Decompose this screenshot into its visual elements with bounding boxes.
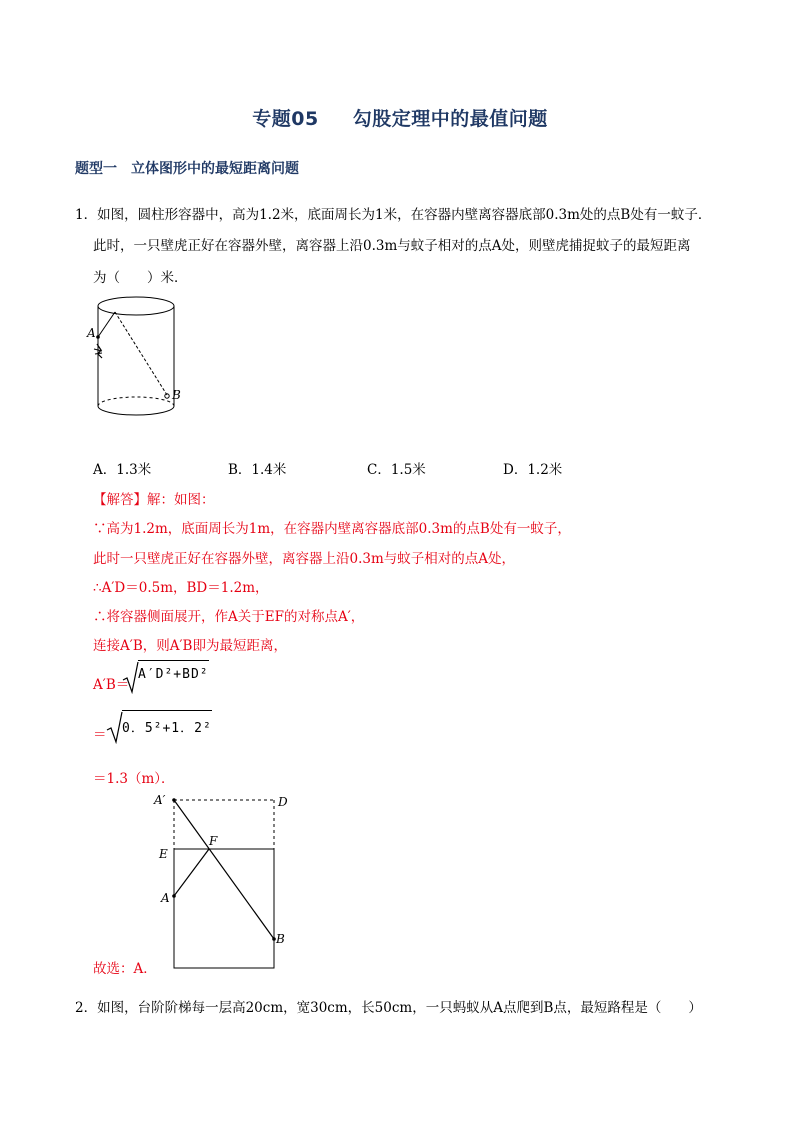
- cyl-label-a: A: [87, 326, 96, 340]
- answer-line6: 连接A′B，则A′B即为最短距离，: [93, 638, 287, 654]
- section-label: 题型一: [75, 161, 117, 177]
- option-d: D．1.2米: [503, 462, 563, 478]
- answer-line1: 【解答】解：如图：: [93, 492, 215, 508]
- q1-line3: 为（ ）米．: [93, 270, 188, 286]
- option-a: A．1.3米: [93, 462, 152, 478]
- q2-line1: 2．如图，台阶阶梯每一层高20cm，宽30cm，长50cm，一只蚂蚁从A点爬到B点，最短路程是（ ）: [75, 1000, 702, 1016]
- formula1-radicand: A′D²+BD²: [138, 660, 209, 682]
- answer-line2: ∵高为1.2m，底面周长为1m，在容器内壁离容器底部0.3m的点B处有一蚊子，: [93, 521, 571, 537]
- answer-choice: 故选：A．: [93, 961, 157, 977]
- title-text: 勾股定理中的最值问题: [352, 108, 548, 130]
- answer-result: ＝1.3（m）．: [93, 771, 175, 787]
- cyl-label-b: B: [172, 388, 181, 402]
- answer-line3: 此时一只壁虎正好在容器外壁，离容器上沿0.3m与蚊子相对的点A处，: [93, 551, 516, 567]
- formula2-radicand: 0．5²+1．2²: [122, 710, 212, 736]
- answer-line4: ∴A′D＝0.5m，BD＝1.2m，: [93, 580, 269, 596]
- formula2-lhs: ＝: [93, 727, 107, 743]
- fig-label-b: B: [276, 932, 285, 946]
- answer-line5: ∴将容器侧面展开，作A关于EF的对称点A′，: [93, 609, 365, 625]
- q1-line1: 1．如图，圆柱形容器中，高为1.2米，底面周长为1米，在容器内壁离容器底部0.3m处的点B处有一蚊子．: [75, 207, 712, 223]
- fig-label-f: F: [209, 834, 218, 848]
- cylinder-figure: [85, 292, 195, 427]
- option-b: B．1.4米: [228, 462, 287, 478]
- fig-label-d: D: [278, 795, 288, 809]
- formula1-lhs: A′B＝: [93, 677, 130, 693]
- unfolded-figure: [150, 790, 300, 972]
- page-title: [0, 104, 800, 131]
- title-number: 专题05: [252, 108, 319, 130]
- fig-label-e: E: [159, 847, 168, 861]
- section-heading: [75, 158, 299, 178]
- section-text: 立体图形中的最短距离问题: [131, 161, 299, 177]
- fig-label-a-prime: A′: [154, 793, 166, 807]
- option-c: C．1.5米: [367, 462, 426, 478]
- fig-label-a: A: [161, 891, 170, 905]
- q1-line2: 此时，一只壁虎正好在容器外壁，离容器上沿0.3m与蚊子相对的点A处，则壁虎捕捉蚊子的最短距离: [93, 238, 691, 254]
